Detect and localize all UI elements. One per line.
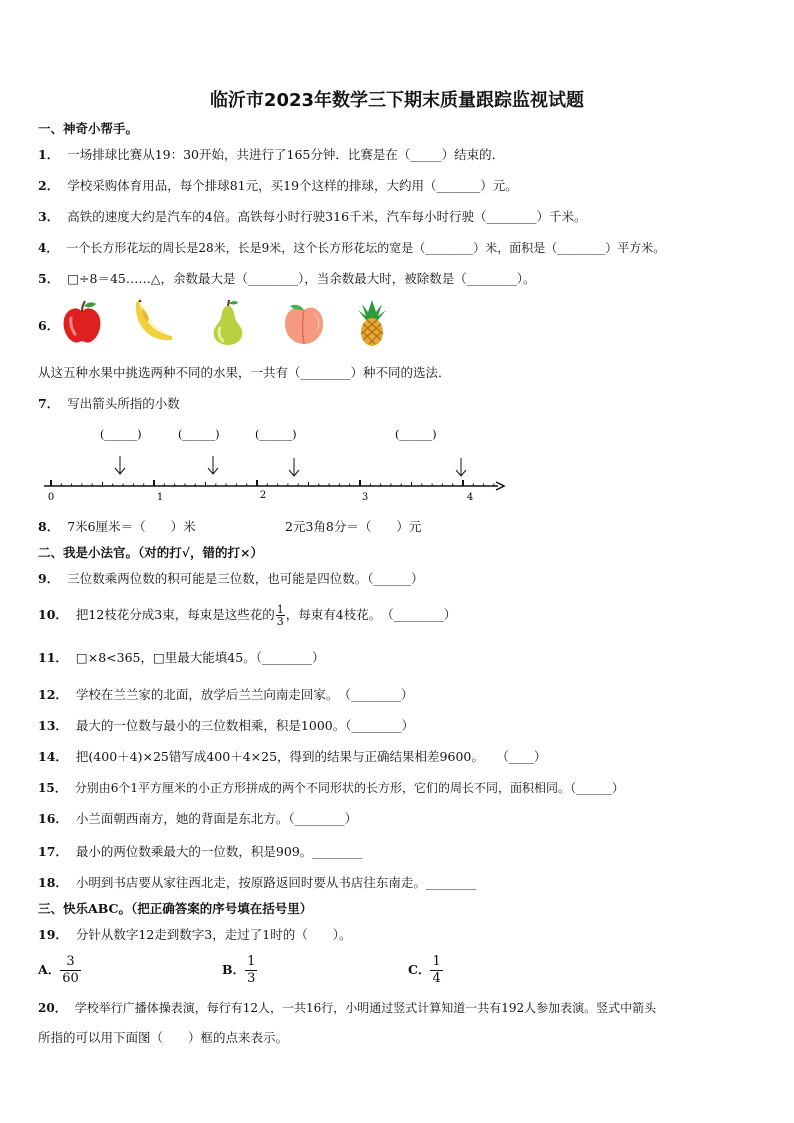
fraction: $\frac{1}{3}$ [247, 954, 256, 986]
question-number: 14． [38, 749, 68, 764]
question-20 [38, 999, 656, 1017]
apple-icon [58, 298, 106, 346]
section-3-heading: 三、快乐ABC。（把正确答案的序号填在括号里） [38, 901, 313, 916]
question-4 [38, 239, 665, 257]
question-13 [38, 717, 414, 735]
question-11 [38, 649, 324, 667]
question-17 [38, 843, 362, 861]
question-text: 把(400＋4)×25错写成400＋4×25，得到的结果与正确结果相差9600。 （____） [75, 749, 547, 764]
banana-icon [128, 298, 178, 346]
question-text: 分别由6个1平方厘米的小正方形拼成的两个不同形状的长方形，它们的周长不同，面积相同。（______） [74, 781, 624, 795]
option-b[interactable]: B． $\frac{1}{3}$ [222, 954, 256, 986]
question-text: 小兰面朝西南方，她的背面是东北方。（________） [75, 811, 358, 826]
question-20-line-2 [38, 1029, 288, 1047]
tick-label: 4 [466, 492, 474, 502]
question-number: 2． [38, 178, 60, 193]
question-number: 13． [38, 718, 68, 733]
answer-blank: (______) [395, 428, 437, 441]
down-arrow-icon [289, 458, 299, 476]
answer-blank: (______) [178, 428, 220, 441]
question-2 [38, 177, 518, 195]
question-text: 小明到书店要从家往西北走，按原路返回时要从书店往东南走。________ [75, 875, 476, 890]
question-text-a: 7米6厘米＝（ ）米 [67, 519, 196, 534]
question-14 [38, 748, 546, 766]
question-19 [38, 926, 351, 944]
section-1-heading: 一、神奇小帮手。 [38, 121, 139, 136]
question-text: 写出箭头所指的小数 [67, 396, 180, 411]
question-text-a: 把12枝花分成3束，每束是这些花的 [75, 607, 275, 622]
question-number: 19． [38, 927, 68, 942]
question-number: 7． [38, 396, 60, 411]
question-number: 8． [38, 519, 60, 534]
question-number: 15． [38, 781, 67, 795]
fraction: $\frac{3}{60}$ [62, 954, 79, 986]
peach-icon [280, 298, 328, 346]
question-text: 学校在兰兰家的北面，放学后兰兰向南走回家。 （________） [75, 687, 414, 702]
question-number: 5． [38, 271, 60, 286]
question-1 [38, 146, 504, 164]
question-number: 17． [38, 844, 68, 859]
down-arrow-icon [208, 456, 218, 474]
question-18 [38, 874, 476, 892]
question-text-b: ，每束有4枝花。 （________） [285, 607, 457, 622]
down-arrow-icon [456, 458, 466, 476]
fraction: $\frac{1}{4}$ [432, 954, 441, 986]
question-number: 18． [38, 875, 68, 890]
question-3 [38, 208, 587, 226]
question-text: 最小的两位数乘最大的一位数，积是909。________ [75, 844, 363, 859]
question-text: □÷8＝45……△，余数最大是（________），当余数最大时，被除数是（________）。 [67, 271, 536, 286]
question-15 [38, 779, 624, 797]
question-number: 12． [38, 687, 68, 702]
question-text: 从这五种水果中挑选两种不同的水果，一共有（________）种不同的选法． [38, 365, 451, 380]
question-5 [38, 270, 535, 288]
question-text: □×8<365，□里最大能填45。（________） [75, 650, 325, 665]
question-number: 6． [38, 318, 60, 333]
question-text: 分针从数字12走到数字3，走过了1时的（ ）。 [75, 927, 352, 942]
tick-label: 1 [156, 492, 164, 502]
tick-label: 3 [361, 492, 369, 502]
section-2-heading: 二、我是小法官。（对的打√，错的打×） [38, 545, 263, 560]
tick-label: 0 [47, 492, 55, 502]
pear-icon [206, 298, 250, 346]
option-a[interactable]: A． $\frac{3}{60}$ [38, 954, 79, 986]
question-6 [38, 364, 451, 382]
question-8 [38, 518, 422, 536]
question-number: 10． [38, 607, 68, 622]
question-number: 20． [38, 1001, 67, 1015]
down-arrow-icon [115, 456, 125, 474]
question-10 [38, 602, 456, 628]
option-c[interactable]: C． $\frac{1}{4}$ [408, 954, 441, 986]
fraction: $\frac{1}{3}$ [276, 603, 284, 628]
question-number: 3． [38, 209, 60, 224]
question-text: 高铁的速度大约是汽车的4倍。高铁每小时行驶316千米，汽车每小时行驶（________）千米。 [67, 209, 587, 224]
question-text-a: 学校举行广播体操表演，每行有12人，一共16行，小明通过竖式计算知道一共有192人参加表演。竖式中箭头 [74, 1001, 657, 1015]
page-title: 临沂市2023年数学三下期末质量跟踪监视试题 [209, 90, 585, 111]
fruit-row [58, 298, 418, 350]
question-text: 最大的一位数与最小的三位数相乘，积是1000。（________） [75, 718, 414, 733]
tick-marks [51, 480, 494, 486]
question-12 [38, 686, 413, 704]
question-number: 16． [38, 811, 68, 826]
question-text: 三位数乘两位数的积可能是三位数，也可能是四位数。（______） [67, 571, 424, 586]
answer-blank: (______) [100, 428, 142, 441]
question-text-b: 2元3角8分＝（ ）元 [285, 519, 422, 534]
question-text: 一场排球比赛从19：30开始，共进行了165分钟．比赛是在（_____）结束的． [67, 147, 505, 162]
question-7 [38, 395, 180, 413]
question-text: 一个长方形花坛的周长是28米，长是9米，这个长方形花坛的宽是（________）米，面积是（________）平方米。 [66, 241, 666, 255]
question-text: 学校采购体育用品，每个排球81元，买19个这样的排球，大约用（_______）元。 [67, 178, 518, 193]
answer-blank: (______) [255, 428, 297, 441]
question-16 [38, 810, 357, 828]
question-number: 1． [38, 147, 60, 162]
question-text-b: 所指的可以用下面图（ ）框的点来表示。 [38, 1030, 289, 1045]
question-number: 11． [38, 650, 68, 665]
pineapple-icon [350, 298, 394, 348]
question-number: 4． [38, 241, 59, 255]
question-9 [38, 570, 423, 588]
arrows [115, 456, 466, 476]
question-number: 9． [38, 571, 60, 586]
number-line-figure [38, 420, 518, 502]
tick-label: 2 [259, 490, 267, 501]
